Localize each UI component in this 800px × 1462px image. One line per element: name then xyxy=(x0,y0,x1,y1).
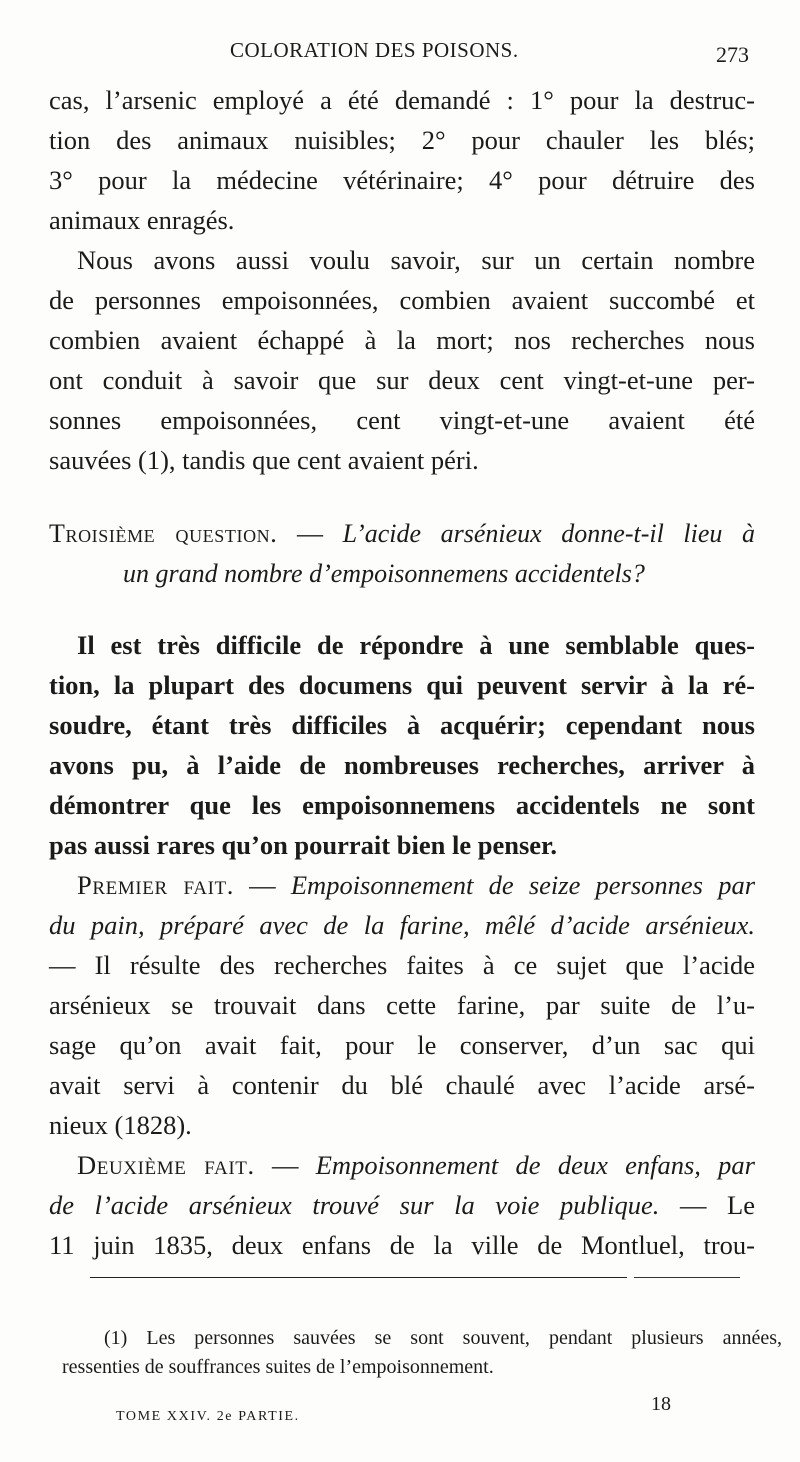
footnote-line: ressenties de souffrances suites de l’empoisonnement. xyxy=(62,1356,494,1378)
footnote-separator-rule-short xyxy=(634,1277,740,1278)
paragraph-first-fact xyxy=(49,865,755,1145)
text-line: Il est très difficile de répondre à une semblable ques- xyxy=(77,630,755,660)
printer-signature: TOME XXIV. 2e PARTIE. xyxy=(116,1409,300,1424)
footnote-line: (1) Les personnes sauvées se sont souvent, pendant plusieurs années, xyxy=(104,1327,782,1349)
text-line: soudre, étant très difficiles à acquérir; cependant nous xyxy=(49,710,755,740)
spacer xyxy=(49,594,755,625)
text-line: 3° pour la médecine vétérinaire; 4° pour détruire des xyxy=(49,165,755,195)
fact-title: Empoisonnement de deux enfans, par xyxy=(315,1150,755,1180)
signature-number: 18 xyxy=(651,1393,671,1415)
fact-title: Empoisonnement de seize personnes par xyxy=(290,870,756,900)
fact-label: Premier fait. xyxy=(77,870,234,900)
question-title: L’acide arsénieux donne-t-il lieu à xyxy=(342,519,755,548)
question-line xyxy=(49,514,755,554)
fact-dash: — xyxy=(233,870,291,900)
text-line: sonnes empoisonnées, cent vingt-et-une avaient été xyxy=(49,405,755,435)
fact-text-start: — Le xyxy=(659,1190,756,1220)
text-line: tion, la plupart des documens qui peuvent servir à la ré- xyxy=(49,670,755,700)
text-line: nieux (1828). xyxy=(49,1110,192,1140)
question-label: Troisième question. xyxy=(49,519,278,548)
paragraph-second-fact xyxy=(49,1145,755,1265)
fact-title-continued-line xyxy=(49,1185,755,1225)
text-line: animaux enragés. xyxy=(49,205,235,235)
text-line: — Il résulte des recherches faites à ce sujet que l’acide xyxy=(49,950,755,980)
footnote-separator-rule xyxy=(90,1277,627,1278)
footnote xyxy=(62,1324,782,1382)
text-line: arsénieux se trouvait dans cette farine, par suite de l’u- xyxy=(49,990,755,1020)
text-line: ont conduit à savoir que sur deux cent vingt-et-une per- xyxy=(49,365,755,395)
paragraph-accidental-poisonings xyxy=(49,625,755,865)
question-dash: — xyxy=(277,519,343,548)
text-line: Nous avons aussi voulu savoir, sur un certain nombre xyxy=(77,245,755,275)
running-title: COLORATION DES POISONS. xyxy=(230,38,519,62)
fact-heading-line xyxy=(49,1145,755,1185)
text-line: 11 juin 1835, deux enfans de la ville de Montluel, trou- xyxy=(49,1230,755,1260)
text-line: avons pu, à l’aide de nombreuses recherches, arriver à xyxy=(49,750,755,780)
body-text xyxy=(49,80,755,1265)
text-line: sage qu’on avait fait, pour le conserver, d’un sac qui xyxy=(49,1030,755,1060)
fact-title-continued: du pain, préparé avec de la farine, mêlé d’acide arsénieux. xyxy=(49,910,755,940)
fact-dash: — xyxy=(254,1150,316,1180)
text-line: démontrer que les empoisonnemens accidentels ne sont xyxy=(49,790,755,820)
spacer xyxy=(49,480,755,514)
fact-title-continued: de l’acide arsénieux trouvé sur la voie publique. xyxy=(49,1190,660,1220)
text-line: pas aussi rares qu’on pourrait bien le penser. xyxy=(49,830,557,860)
fact-heading-line xyxy=(49,865,755,905)
text-line: combien avaient échappé à la mort; nos recherches nous xyxy=(49,325,755,355)
paragraph-poisoned-persons xyxy=(49,240,755,480)
section-heading-third-question xyxy=(49,514,755,594)
text-line: avait servi à contenir du blé chaulé avec l’acide arsé- xyxy=(49,1070,755,1100)
question-title-continued: un grand nombre d’empoisonnemens accidentels? xyxy=(123,559,645,588)
text-line: tion des animaux nuisibles; 2° pour chauler les blés; xyxy=(49,125,755,155)
text-line: de personnes empoisonnées, combien avaient succombé et xyxy=(49,285,755,315)
paragraph-arsenic-uses xyxy=(49,80,755,240)
fact-label: Deuxième fait. xyxy=(77,1150,255,1180)
page-number: 273 xyxy=(716,42,749,67)
text-line: cas, l’arsenic employé a été demandé : 1° pour la destruc- xyxy=(49,85,755,115)
text-line: sauvées (1), tandis que cent avaient péri. xyxy=(49,445,479,475)
